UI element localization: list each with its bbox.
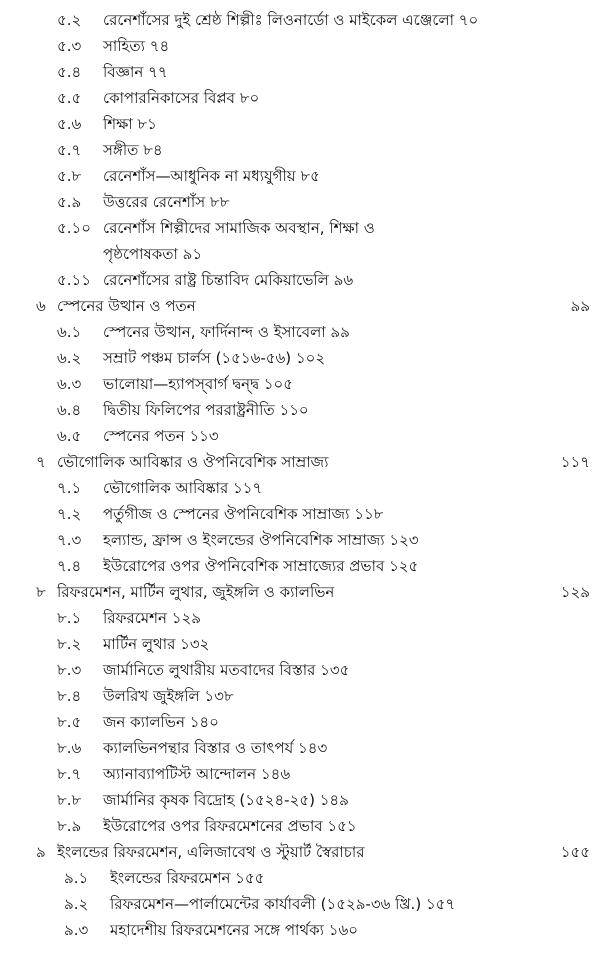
entry-number: ৫.৯ (57, 193, 82, 211)
entry-title: রেনেশাঁস—আধুনিক না মধ্যযুগীয় ৮৫ (103, 167, 320, 185)
entry-number: ৮.৭ (57, 765, 82, 783)
entry-number: ৭.৪ (57, 557, 82, 575)
entry-title: রেনেশাঁস শিল্পীদের সামাজিক অবস্থান, শিক্ষা ও (103, 219, 375, 237)
entry-number: ৬.১ (57, 323, 82, 341)
section-entry (0, 527, 600, 553)
entry-title: হল্যান্ড, ফ্রান্স ও ইংলন্ডের ঔপনিবেশিক সাম্রাজ্য ১২৩ (103, 531, 419, 549)
section-entry (0, 267, 600, 293)
entry-number: ৯.২ (64, 895, 89, 913)
entry-number: ৮.২ (57, 635, 82, 653)
entry-number: ৮.৪ (57, 687, 82, 705)
entry-number: ৫.৫ (57, 89, 82, 107)
entry-title: শিক্ষা ৮১ (103, 115, 157, 133)
section-entry (0, 605, 600, 631)
section-entry (0, 865, 600, 891)
section-entry (0, 319, 600, 345)
entry-number: ৫.৬ (57, 115, 82, 133)
section-entry (0, 85, 600, 111)
section-entry (0, 215, 600, 241)
entry-title: ইংলন্ডের রিফরমেশন, এলিজাবেথ ও স্টুয়ার্ট স্বৈরাচার (57, 843, 365, 861)
entry-number: ৬.৪ (57, 401, 82, 419)
table-of-contents (0, 7, 600, 943)
entry-title: ক্যালভিনপন্থার বিস্তার ও তাৎপর্য ১৪৩ (103, 739, 328, 757)
entry-number: ৯.১ (64, 869, 89, 887)
section-entry (0, 33, 600, 59)
entry-title: পর্তুগীজ ও স্পেনের ঔপনিবেশিক সাম্রাজ্য ১১৮ (103, 505, 384, 523)
section-entry (0, 657, 600, 683)
entry-number: ৬.২ (57, 349, 82, 367)
entry-number: ৫.৭ (57, 141, 82, 159)
entry-title: রিফরমেশন—পার্লামেন্টের কার্যাবলী (১৫২৯-৩৬ খ্রি.) ১৫৭ (110, 895, 456, 913)
entry-number: ৬ (36, 297, 46, 315)
entry-number: ৫.৮ (57, 167, 82, 185)
section-entry (0, 137, 600, 163)
entry-number: ৮.৩ (57, 661, 82, 679)
entry-title: ভৌগোলিক আবিষ্কার ও ঔপনিবেশিক সাম্রাজ্য (57, 453, 329, 471)
entry-number: ৫.১১ (57, 271, 91, 289)
section-entry (0, 631, 600, 657)
entry-title: পৃষ্ঠপোষকতা ৯১ (103, 245, 203, 263)
entry-title: সাহিত্য ৭৪ (103, 37, 170, 55)
chapter-entry (0, 293, 600, 319)
entry-title: কোপারনিকাসের বিপ্লব ৮০ (103, 89, 260, 107)
entry-title: রেনেশাঁসের দুই শ্রেষ্ঠ শিল্পীঃ লিওনার্ডো ও মাইকেল এঞ্জেলো ৭০ (103, 11, 479, 29)
entry-title: ভৌগোলিক আবিষ্কার ১১৭ (103, 479, 263, 497)
entry-title: ইউরোপের ওপর ঔপনিবেশিক সাম্রাজ্যের প্রভাব ১২৫ (103, 557, 419, 575)
entry-title: মার্টিন লুথার ১৩২ (103, 635, 210, 653)
entry-number: ৮.৬ (57, 739, 82, 757)
entry-title: মহাদেশীয় রিফরমেশনের সঙ্গে পার্থক্য ১৬০ (110, 921, 358, 939)
entry-title: দ্বিতীয় ফিলিপের পররাষ্ট্রনীতি ১১০ (103, 401, 309, 419)
entry-number: ৮.৯ (57, 817, 82, 835)
entry-number: ৮ (36, 583, 46, 601)
entry-number: ৮.১ (57, 609, 82, 627)
entry-number: ৭ (36, 453, 46, 471)
entry-title: জার্মানির কৃষক বিদ্রোহ (১৫২৪-২৫) ১৪৯ (103, 791, 349, 809)
entry-number: ৮.৫ (57, 713, 82, 731)
section-entry (0, 761, 600, 787)
section-entry (0, 553, 600, 579)
chapter-entry (0, 449, 600, 475)
entry-title: স্পেনের উত্থান ও পতন (57, 297, 196, 315)
entry-page: ১৫৫ (560, 843, 590, 861)
section-entry (0, 111, 600, 137)
entry-title: ইংলন্ডের রিফরমেশন ১৫৫ (110, 869, 265, 887)
entry-number: ৭.১ (57, 479, 82, 497)
entry-title: অ্যানাব্যাপটিস্ট আন্দোলন ১৪৬ (103, 765, 291, 783)
entry-title: ভালোয়া—হ্যাপস্‌বার্গ দ্বন্দ্ব ১০৫ (103, 375, 294, 393)
chapter-entry (0, 839, 600, 865)
entry-number: ৭.৩ (57, 531, 82, 549)
entry-title: সম্রাট পঞ্চম চার্লস (১৫১৬-৫৬) ১০২ (103, 349, 326, 367)
section-entry (0, 163, 600, 189)
entry-page: ১২৯ (560, 583, 590, 601)
entry-number: ৫.৪ (57, 63, 82, 81)
entry-title: বিজ্ঞান ৭৭ (103, 63, 168, 81)
entry-number: ৯.৩ (64, 921, 89, 939)
chapter-entry (0, 579, 600, 605)
section-entry (0, 709, 600, 735)
entry-number: ৯ (36, 843, 46, 861)
section-entry (0, 371, 600, 397)
entry-title: রিফরমেশন ১২৯ (103, 609, 201, 627)
section-entry (0, 189, 600, 215)
section-entry (0, 397, 600, 423)
section-entry (0, 345, 600, 371)
entry-number: ৫.৩ (57, 37, 82, 55)
section-entry (0, 917, 600, 943)
entry-title: ইউরোপের ওপর রিফরমেশনের প্রভাব ১৫১ (103, 817, 357, 835)
section-entry (0, 423, 600, 449)
entry-title: রেনেশাঁসের রাষ্ট্র চিন্তাবিদ মেকিয়াভেলি ৯৬ (103, 271, 354, 289)
entry-number: ৮.৮ (57, 791, 82, 809)
section-entry (0, 891, 600, 917)
entry-number: ৬.৫ (57, 427, 82, 445)
entry-title: স্পেনের উত্থান, ফার্দিনান্দ ও ইসাবেলা ৯৯ (103, 323, 350, 341)
entry-title: উত্তরের রেনেশাঁস ৮৮ (103, 193, 230, 211)
section-entry (0, 7, 600, 33)
entry-title: স্পেনের পতন ১১৩ (103, 427, 219, 445)
section-entry (0, 241, 600, 267)
section-entry (0, 59, 600, 85)
entry-page: ৯৯ (570, 297, 590, 315)
entry-number: ৫.১০ (57, 219, 91, 237)
entry-title: উলরিখ জুইঙ্গলি ১৩৮ (103, 687, 234, 705)
entry-page: ১১৭ (560, 453, 590, 471)
section-entry (0, 735, 600, 761)
entry-title: জন ক্যালভিন ১৪০ (103, 713, 219, 731)
section-entry (0, 813, 600, 839)
section-entry (0, 501, 600, 527)
entry-number: ৬.৩ (57, 375, 82, 393)
entry-title: রিফরমেশন, মার্টিন লুথার, জুইঙ্গলি ও ক্যালভিন (57, 583, 335, 601)
section-entry (0, 475, 600, 501)
entry-number: ৫.২ (57, 11, 82, 29)
entry-number: ৭.২ (57, 505, 82, 523)
section-entry (0, 683, 600, 709)
entry-title: জার্মানিতে লুথারীয় মতবাদের বিস্তার ১৩৫ (103, 661, 350, 679)
entry-title: সঙ্গীত ৮৪ (103, 141, 163, 159)
section-entry (0, 787, 600, 813)
